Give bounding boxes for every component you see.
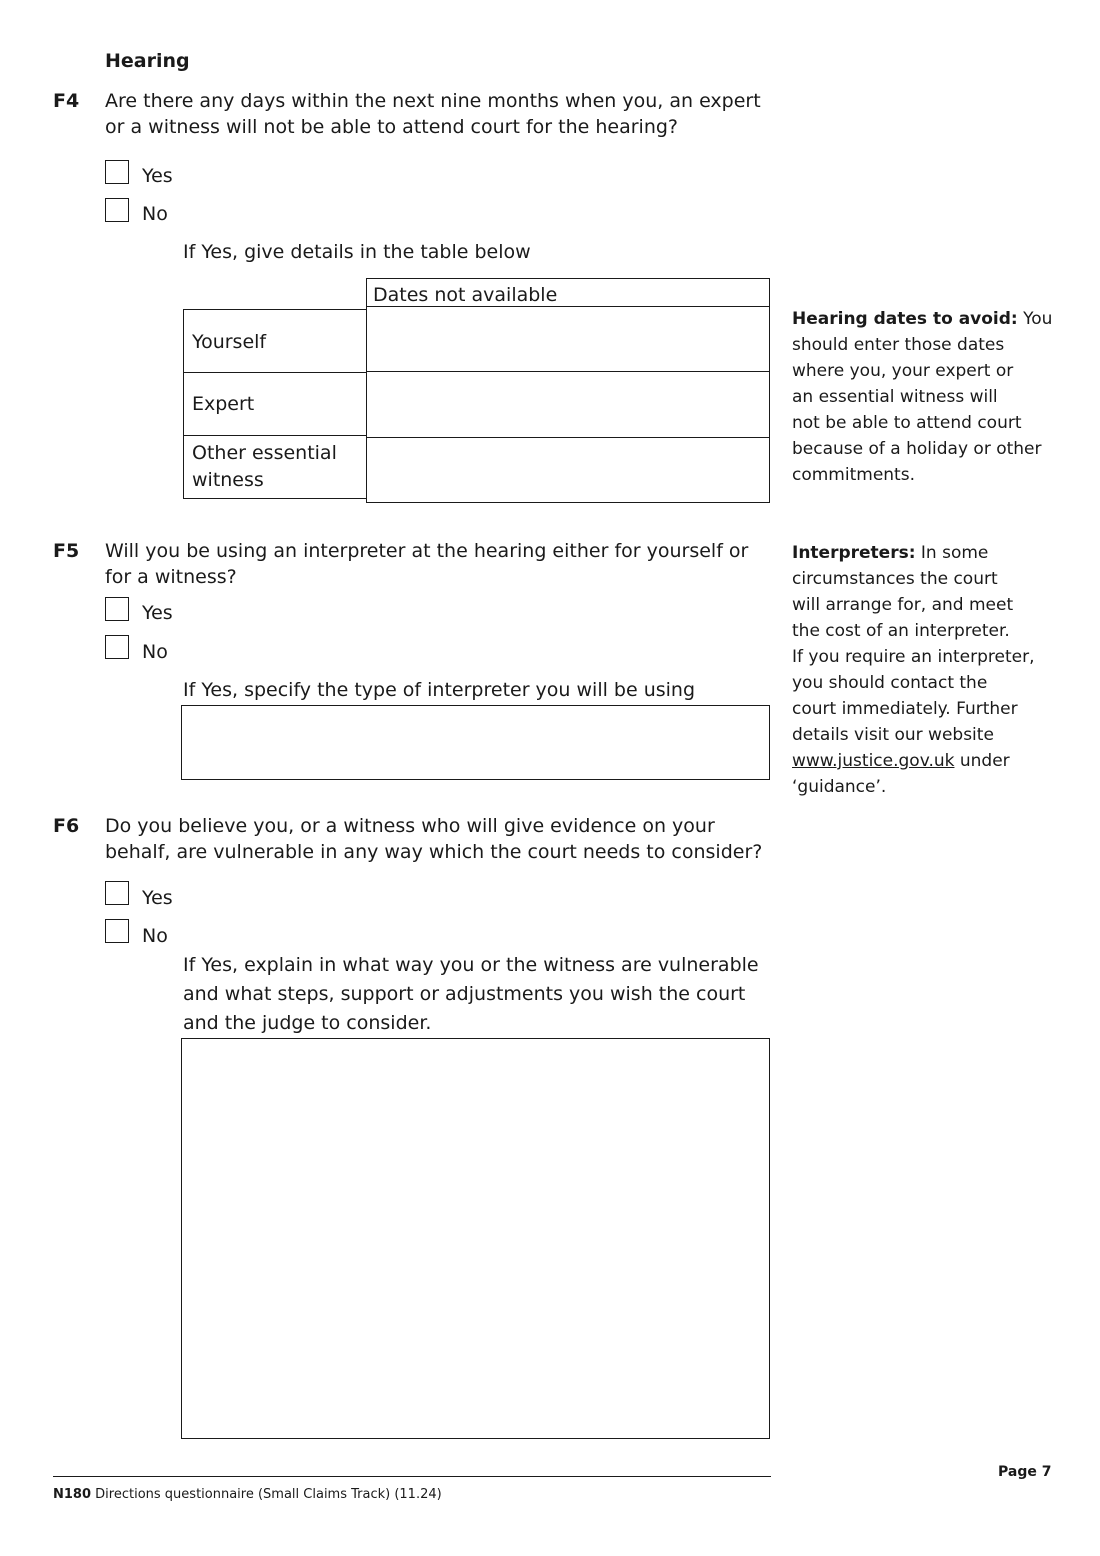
f5-instruction: If Yes, specify the type of interpreter you will be using <box>183 679 696 701</box>
interpreters-note: Interpreters: In some circumstances the court will arrange for, and meet the cost of an interpreter. If you require an interpreter, you should contact the court immediately. Further details visit our website www.justice.gov.uk under ‘guidance’. <box>792 543 1035 797</box>
f6-instruction-line1: If Yes, explain in what way you or the witness are vulnerable <box>183 954 759 976</box>
f5-no-checkbox[interactable] <box>105 635 129 659</box>
page-number: Page 7 <box>998 1464 1052 1480</box>
hearing-dates-note-title: Hearing dates to avoid: <box>792 309 1018 329</box>
form-code: N180 <box>53 1487 92 1502</box>
f6-no-checkbox[interactable] <box>105 919 129 943</box>
row-label-yourself: Yourself <box>192 331 267 353</box>
question-number-f4: F4 <box>53 90 80 112</box>
f5-no-label: No <box>142 641 168 663</box>
justice-website-link[interactable]: www.justice.gov.uk <box>792 751 955 771</box>
question-f4-line1: Are there any days within the next nine months when you, an expert <box>105 90 761 112</box>
row-divider <box>183 372 367 373</box>
f5-yes-checkbox[interactable] <box>105 597 129 621</box>
dates-header-label: Dates not available <box>373 284 558 306</box>
f4-instruction: If Yes, give details in the table below <box>183 241 531 263</box>
footer-form-info <box>53 1487 442 1502</box>
hearing-dates-note: Hearing dates to avoid: You should enter those dates where you, your expert or an essential witness will not be able to attend court because of a holiday or other commitments. <box>792 309 1053 485</box>
f6-instruction <box>183 951 759 1038</box>
question-f6 <box>105 813 762 865</box>
question-f4-line2: or a witness will not be able to attend court for the hearing? <box>105 116 679 138</box>
question-f5-line1: Will you be using an interpreter at the hearing either for yourself or <box>105 540 749 562</box>
f4-yes-checkbox[interactable] <box>105 160 129 184</box>
question-f5 <box>105 538 748 590</box>
footer-rule <box>53 1476 771 1477</box>
f6-no-label: No <box>142 925 168 947</box>
f4-yes-label: Yes <box>142 165 173 187</box>
dates-expert-field[interactable] <box>366 371 770 438</box>
question-f4 <box>105 88 761 140</box>
dates-header-cell <box>366 278 770 306</box>
f4-no-checkbox[interactable] <box>105 198 129 222</box>
question-f5-line2: for a witness? <box>105 566 237 588</box>
section-heading: Hearing <box>105 50 190 72</box>
f5-yes-label: Yes <box>142 602 173 624</box>
question-number-f5: F5 <box>53 540 80 562</box>
question-f6-line1: Do you believe you, or a witness who will give evidence on your <box>105 815 715 837</box>
dates-yourself-field[interactable] <box>366 306 770 372</box>
row-divider <box>183 435 367 436</box>
row-label-other-witness <box>192 440 337 494</box>
form-title: Directions questionnaire (Small Claims Track) (11.24) <box>95 1487 442 1502</box>
interpreter-type-field[interactable] <box>181 705 770 780</box>
f6-instruction-line2: and what steps, support or adjustments you wish the court <box>183 983 746 1005</box>
f4-no-label: No <box>142 203 168 225</box>
f6-yes-checkbox[interactable] <box>105 881 129 905</box>
dates-other-witness-field[interactable] <box>366 437 770 503</box>
row-label-other-witness-line1: Other essential <box>192 442 337 464</box>
vulnerability-details-field[interactable] <box>181 1038 770 1439</box>
question-f6-line2: behalf, are vulnerable in any way which the court needs to consider? <box>105 841 763 863</box>
row-label-expert: Expert <box>192 393 255 415</box>
interpreters-note-title: Interpreters: <box>792 543 916 563</box>
f6-yes-label: Yes <box>142 887 173 909</box>
question-number-f6: F6 <box>53 815 80 837</box>
row-label-other-witness-line2: witness <box>192 469 264 491</box>
f6-instruction-line3: and the judge to consider. <box>183 1012 432 1034</box>
